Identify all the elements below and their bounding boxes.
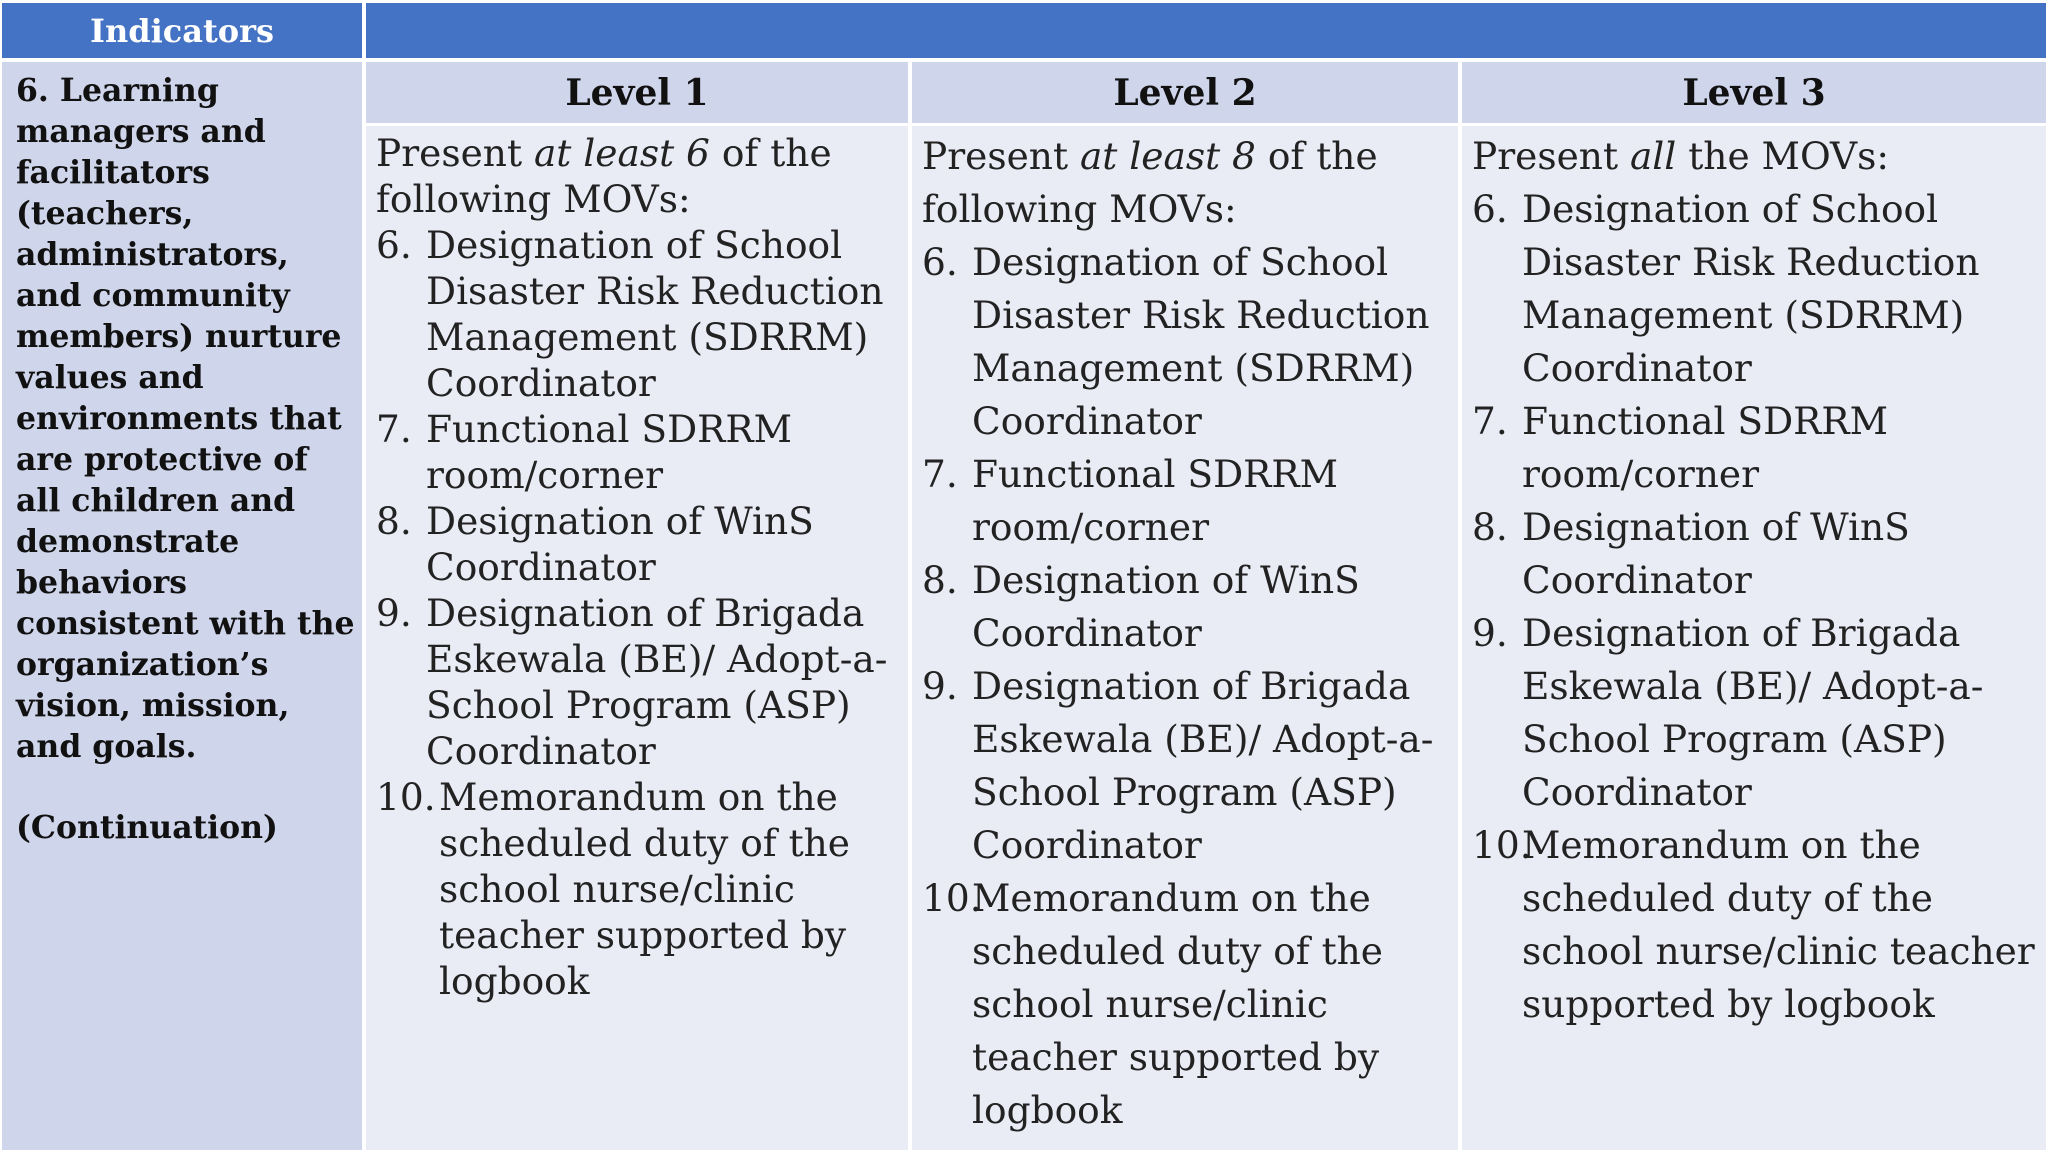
item-text: Designation of WinS Coordinator	[1522, 505, 1910, 602]
list-item	[376, 406, 902, 498]
level-3-header	[1462, 62, 2046, 123]
indicator-cell	[2, 62, 362, 1150]
intro-before: Present	[376, 131, 534, 175]
item-text: Functional SDRRM room/corner	[426, 407, 793, 497]
level-1-intro	[376, 130, 902, 222]
item-text: Functional SDRRM room/corner	[972, 452, 1339, 549]
item-number: 6.	[922, 240, 958, 284]
level-2-intro	[922, 130, 1452, 236]
list-item	[922, 448, 1452, 554]
indicator-text: 6. Learning managers and facilitators (teachers, administrators, and community members) nurture values and environments that are protective of all children and demonstrate behaviors consistent with the organization’s vision, mission, and goals.	[16, 72, 355, 765]
item-number: 10.	[922, 876, 982, 920]
list-item	[376, 774, 902, 1004]
item-text: Memorandum on the scheduled duty of the school nurse/clinic teacher supported by logbook	[1522, 823, 2035, 1026]
item-number: 8.	[1472, 505, 1508, 549]
item-text: Designation of Brigada Eskewala (BE)/ Adopt-a-School Program (ASP) Coordinator	[1522, 611, 1984, 814]
list-item	[376, 498, 902, 590]
list-item	[922, 660, 1452, 872]
list-item	[1472, 183, 2040, 395]
list-item	[922, 236, 1452, 448]
indicators-header	[2, 3, 362, 58]
item-number: 9.	[1472, 611, 1508, 655]
list-item	[1472, 501, 2040, 607]
level-3-cell	[1462, 126, 2046, 1150]
list-item	[922, 872, 1452, 1137]
item-text: Designation of Brigada Eskewala (BE)/ Adopt-a-School Program (ASP) Coordinator	[426, 591, 888, 773]
item-text: Memorandum on the scheduled duty of the school nurse/clinic teacher supported by logbook	[439, 775, 850, 1003]
item-text: Designation of WinS Coordinator	[972, 558, 1360, 655]
intro-after: of the following MOVs:	[922, 134, 1378, 231]
intro-emphasis: at least 6	[533, 131, 710, 175]
intro-emphasis: at least 8	[1079, 134, 1256, 178]
intro-before: Present	[1472, 134, 1630, 178]
indicator-continuation: (Continuation)	[16, 809, 278, 846]
list-item	[376, 590, 902, 774]
item-text: Designation of School Disaster Risk Reduction Management (SDRRM) Coordinator	[1522, 187, 1980, 390]
level-2-cell	[912, 126, 1458, 1150]
level-2-mov-list	[922, 236, 1452, 1137]
item-number: 6.	[376, 223, 412, 267]
list-item	[1472, 607, 2040, 819]
item-number: 8.	[922, 558, 958, 602]
level-3-title: Level 3	[1682, 71, 1826, 114]
level-1-mov-list	[376, 222, 902, 1004]
level-1-header	[366, 62, 908, 123]
item-number: 10.	[376, 775, 436, 819]
intro-before: Present	[922, 134, 1080, 178]
level-2-title: Level 2	[1113, 71, 1257, 114]
level-2-header	[912, 62, 1458, 123]
indicators-header-label: Indicators	[90, 11, 274, 50]
item-number: 7.	[376, 407, 412, 451]
item-number: 10.	[1472, 823, 1532, 867]
item-text: Designation of School Disaster Risk Reduction Management (SDRRM) Coordinator	[426, 223, 884, 405]
list-item	[376, 222, 902, 406]
item-text: Designation of Brigada Eskewala (BE)/ Adopt-a-School Program (ASP) Coordinator	[972, 664, 1434, 867]
item-text: Functional SDRRM room/corner	[1522, 399, 1889, 496]
item-number: 6.	[1472, 187, 1508, 231]
item-number: 7.	[1472, 399, 1508, 443]
intro-after: the MOVs:	[1676, 134, 1889, 178]
item-number: 9.	[922, 664, 958, 708]
intro-emphasis: all	[1629, 134, 1677, 178]
item-number: 8.	[376, 499, 412, 543]
level-3-mov-list	[1472, 183, 2040, 1031]
list-item	[1472, 819, 2040, 1031]
item-text: Designation of WinS Coordinator	[426, 499, 814, 589]
item-number: 7.	[922, 452, 958, 496]
level-1-title: Level 1	[565, 71, 709, 114]
item-text: Memorandum on the scheduled duty of the school nurse/clinic teacher supported by logbook	[972, 876, 1383, 1132]
levels-header-band	[366, 3, 2046, 58]
list-item	[1472, 395, 2040, 501]
item-number: 9.	[376, 591, 412, 635]
item-text: Designation of School Disaster Risk Reduction Management (SDRRM) Coordinator	[972, 240, 1430, 443]
level-3-intro	[1472, 130, 2040, 183]
intro-after: of the following MOVs:	[376, 131, 832, 221]
list-item	[922, 554, 1452, 660]
level-1-cell	[366, 126, 908, 1150]
